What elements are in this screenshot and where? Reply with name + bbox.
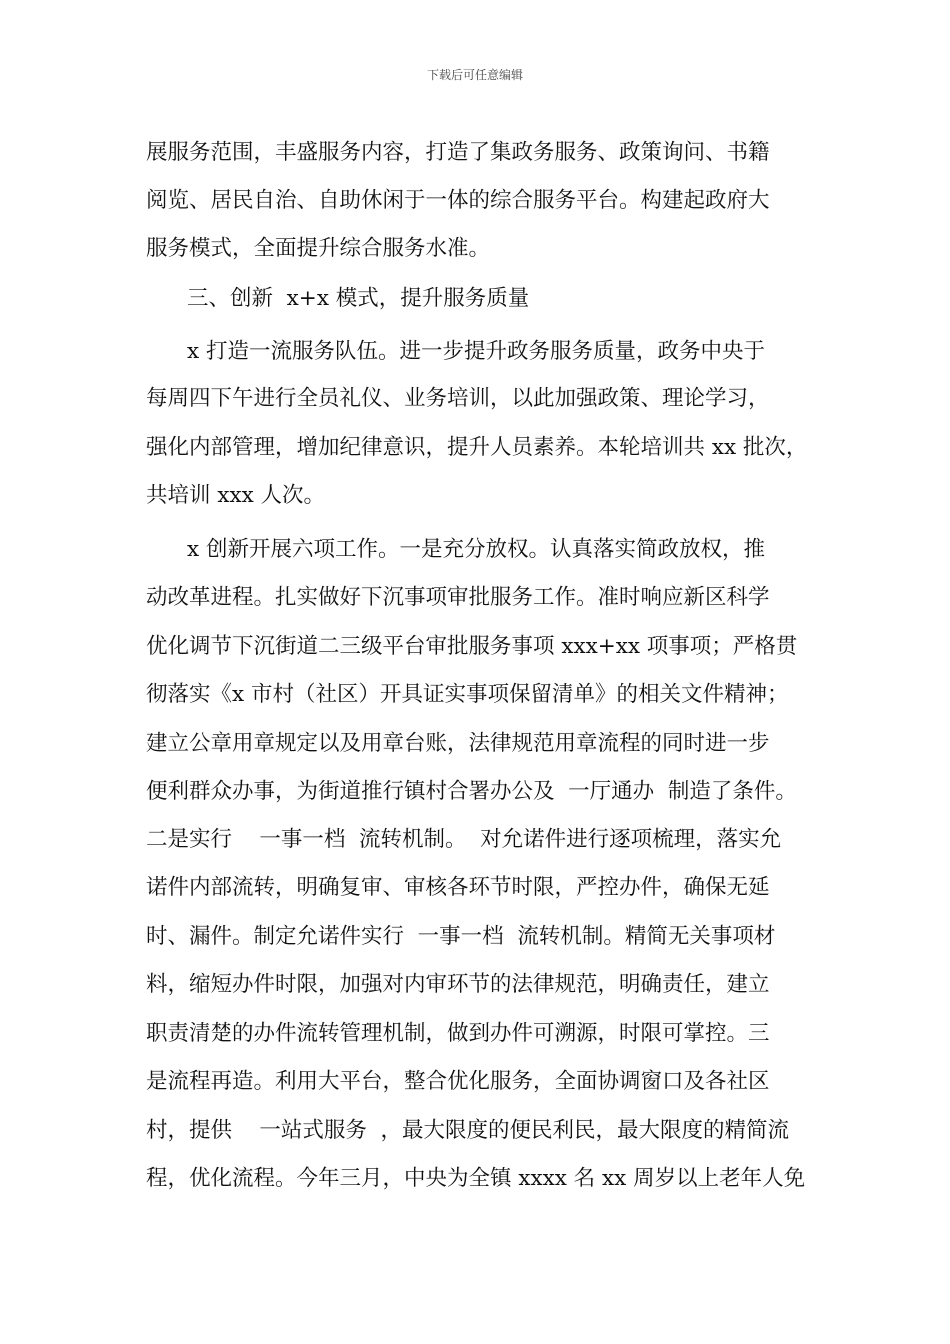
- text-line: 诺件内部流转，明确复审、审核各环节时限，严控办件，确保无延: [146, 875, 770, 900]
- text-line: 便利群众办事，为街道推行镇村合署办公及 一厅通办 制造了条件。: [146, 779, 797, 804]
- text-line: 料，缩短办件时限，加强对内审环节的法律规范，明确责任，建立: [146, 972, 770, 997]
- text-line: 是流程再造。利用大平台，整合优化服务，全面协调窗口及各社区: [146, 1069, 770, 1094]
- text-line: 阅览、居民自治、自助休闲于一体的综合服务平台。构建起政府大: [146, 188, 770, 213]
- text-line: 彻落实《x 市村（社区）开具证实事项保留清单》的相关文件精神；: [146, 682, 789, 707]
- text-line: 共培训 xxx 人次。: [146, 483, 326, 508]
- text-line: 程，优化流程。今年三月，中央为全镇 xxxx 名 xx 周岁以上老年人免: [146, 1166, 806, 1191]
- text-line: x 创新开展六项工作。一是充分放权。认真落实简政放权，推: [146, 537, 765, 562]
- text-line: 服务模式，全面提升综合服务水准。: [146, 236, 491, 261]
- text-line: 强化内部管理，增加纪律意识，提升人员素养。本轮培训共 xx 批次，: [146, 435, 808, 460]
- text-line: 建立公章用章规定以及用章台账，法律规范用章流程的同时进一步: [146, 731, 770, 756]
- page-header: 下载后可任意编辑: [426, 68, 523, 82]
- text-line: x 打造一流服务队伍。进一步提升政务服务质量，政务中央于: [146, 339, 765, 364]
- text-line: 每周四下午进行全员礼仪、业务培训，以此加强政策、理论学习，: [146, 386, 770, 411]
- text-line: 动改革进程。扎实做好下沉事项审批服务工作。准时响应新区科学: [146, 585, 770, 610]
- text-line: 职责清楚的办件流转管理机制，做到办件可溯源，时限可掌控。三: [146, 1021, 770, 1046]
- text-line: 展服务范围，丰盛服务内容，打造了集政务服务、政策询问、书籍: [146, 140, 770, 165]
- text-line: 村，提供 一站式服务 ，最大限度的便民利民，最大限度的精简流: [146, 1118, 790, 1143]
- text-line: 二是实行 一事一档 流转机制。 对允诺件进行逐项梳理，落实允: [146, 827, 782, 852]
- text-line: 优化调节下沉街道二三级平台审批服务事项 xxx+xx 项事项；严格贯: [146, 634, 798, 659]
- section-heading: 三、创新 x+x 模式，提升服务质量: [146, 286, 530, 311]
- text-line: 时、漏件。制定允诺件实行 一事一档 流转机制。精简无关事项材: [146, 924, 776, 949]
